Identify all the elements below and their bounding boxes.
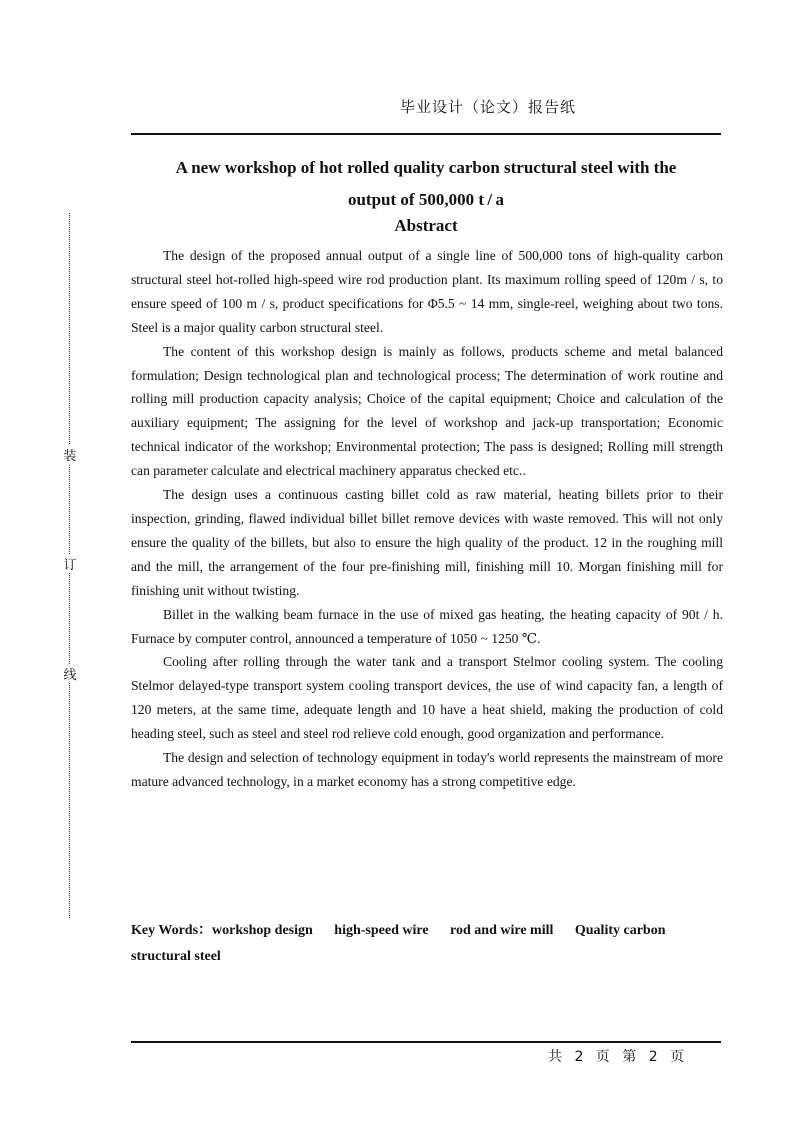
abstract-paragraph: The design and selection of technology equipment in today's world represents the mainstream of more mature advanced technology, in a market economy has a strong competitive edge. xyxy=(131,750,723,789)
abstract-heading: Abstract xyxy=(394,216,458,235)
keywords xyxy=(131,918,721,970)
abstract-paragraph: The design uses a continuous casting billet cold as raw material, heating billets prior to their inspection, grinding, flawed individual billet billet remove devices with waste removed. This will not only ensure the quality of the billets, but also to ensure the high quality of the product. 12 in the roughing mill and the mill, the arrangement of the four pre-finishing mill, finishing mill 10. Morgan finishing mill for finishing unit without twisting. xyxy=(131,487,723,598)
footer-rule xyxy=(131,1041,721,1043)
page-counter: 共 2 页 第 2 页 xyxy=(548,1049,686,1065)
report-header-title: 毕业设计（论文）报告纸 xyxy=(400,98,577,116)
title-line-2: output of 500,000 t / a xyxy=(347,190,505,209)
title-line-1: A new workshop of hot rolled quality carbon structural steel with the xyxy=(175,158,677,177)
binding-char-xian: 线 xyxy=(62,664,78,683)
keyword: Quality carbon structural steel xyxy=(131,923,666,964)
binding-char-zhuang: 装 xyxy=(62,445,78,464)
header-rule xyxy=(131,133,721,135)
abstract-body xyxy=(131,244,723,794)
document-title xyxy=(131,152,721,216)
abstract-paragraph: The content of this workshop design is mainly as follows, products scheme and metal balanced formulation; Design technological plan and technological process; The determination of work routine and rolling mill production capacity analysis; Choice of the capital equipment; Choice and calculation of the auxiliary equipment; The assigning for the level of workshop and jack-up transportation; Economic technical indicator of the workshop; Environmental protection; The pass is designed; Rolling mill strength can parameter calculate and electrical machinery apparatus checked etc.. xyxy=(131,343,723,479)
abstract-paragraph: Billet in the walking beam furnace in the use of mixed gas heating, the heating capacity of 90t / h. Furnace by computer control, announced a temperature of 1050 ~ 1250 ℃. xyxy=(131,606,723,646)
binding-char-ding: 订 xyxy=(62,554,78,573)
keywords-label: Key Words： xyxy=(131,923,213,938)
abstract-paragraph: The design of the proposed annual output of a single line of 500,000 tons of high-quality carbon structural steel hot-rolled high-speed wire rod production plant. Its maximum rolling speed of 120m / s, to ensure speed of 100 m / s, product specifications for Φ5.5 ~ 14 mm, single-reel, weighing about two tons. Steel is a major quality carbon structural steel. xyxy=(131,248,723,335)
keyword: rod and wire mill xyxy=(450,923,554,938)
keyword: workshop design xyxy=(212,923,313,938)
abstract-paragraph: Cooling after rolling through the water tank and a transport Stelmor cooling system. The cooling Stelmor delayed-type transport system cooling transport devices, the use of wind capacity fan, a length of 120 meters, at the same time, adequate length and 10 have a heat shield, making the production of cold heading steel, such as steel and steel rod relieve cold enough, good organization and performance. xyxy=(131,654,723,742)
keyword: high-speed wire xyxy=(334,923,429,938)
